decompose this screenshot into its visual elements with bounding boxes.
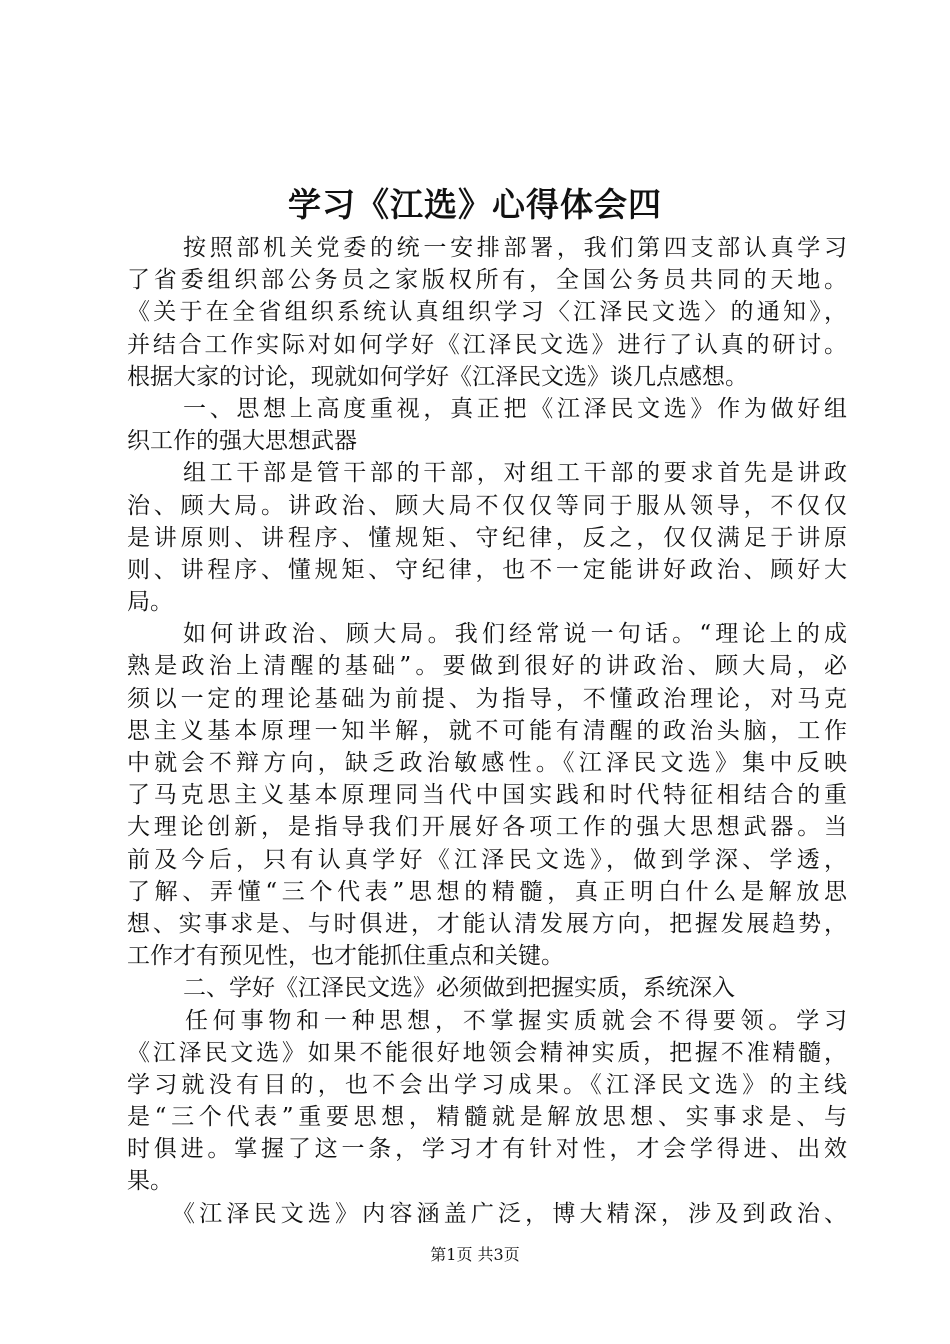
paragraph-line: 局。 bbox=[127, 589, 173, 616]
section-heading-line: 一、思想上高度重视，真正把《江泽民文选》作为做好组 bbox=[183, 395, 847, 422]
paragraph-line: 熟是政治上清醒的基础”。要做到很好的讲政治、顾大局，必 bbox=[127, 653, 847, 680]
paragraph-line: 治、顾大局。讲政治、顾大局不仅仅等同于服从领导，不仅仅 bbox=[127, 492, 847, 519]
paragraph-line: 了省委组织部公务员之家版权所有，全国公务员共同的天地。 bbox=[127, 267, 847, 294]
paragraph-line: 《江泽民文选》如果不能很好地领会精神实质，把握不准精髓， bbox=[127, 1039, 847, 1066]
paragraph-line: 是讲原则、讲程序、懂规矩、守纪律，反之，仅仅满足于讲原 bbox=[127, 524, 847, 551]
document-title: 学习《江选》心得体会四 bbox=[288, 185, 662, 224]
paragraph-line: 想、实事求是、与时俱进，才能认清发展方向，把握发展趋势， bbox=[127, 910, 847, 937]
paragraph-line: 了马克思主义基本原理同当代中国实践和时代特征相结合的重 bbox=[127, 782, 847, 809]
paragraph-line: 中就会不辩方向，缺乏政治敏感性。《江泽民文选》集中反映 bbox=[127, 750, 847, 776]
paragraph-line: 学习就没有目的，也不会出学习成果。《江泽民文选》的主线 bbox=[127, 1071, 847, 1098]
paragraph-line: 果。 bbox=[127, 1168, 173, 1195]
paragraph-line: 《关于在全省组织系统认真组织学习〈江泽民文选〉的通知》， bbox=[127, 299, 847, 326]
paragraph-line: 工作才有预见性，也才能抓住重点和关键。 bbox=[127, 943, 564, 970]
page-footer: 第1页 共3页 bbox=[430, 1245, 520, 1264]
section-heading-line: 二、学好《江泽民文选》必须做到把握实质，系统深入 bbox=[183, 975, 735, 1002]
paragraph-line: 如何讲政治、顾大局。我们经常说一句话。“理论上的成 bbox=[183, 621, 847, 648]
document-body bbox=[127, 232, 847, 1230]
paragraph-line: 根据大家的讨论，现就如何学好《江泽民文选》谈几点感想。 bbox=[127, 363, 748, 390]
paragraph-line: 大理论创新，是指导我们开展好各项工作的强大思想武器。当 bbox=[127, 814, 847, 841]
paragraph-line: 时俱进。掌握了这一条，学习才有针对性，才会学得进、出效 bbox=[127, 1136, 847, 1163]
paragraph-line: 是“三个代表”重要思想，精髓就是解放思想、实事求是、与 bbox=[127, 1104, 847, 1131]
paragraph-line: 了解、弄懂“三个代表”思想的精髓，真正明白什么是解放思 bbox=[127, 878, 847, 905]
paragraph-line: 须以一定的理论基础为前提、为指导，不懂政治理论，对马克 bbox=[127, 685, 847, 712]
section-heading-line: 织工作的强大思想武器 bbox=[127, 428, 357, 455]
paragraph-line: 按照部机关党委的统一安排部署，我们第四支部认真学习 bbox=[183, 235, 847, 261]
paragraph-line: 组工干部是管干部的干部，对组工干部的要求首先是讲政 bbox=[183, 460, 847, 487]
paragraph-line: 《江泽民文选》内容涵盖广泛，博大精深，涉及到政治、 bbox=[172, 1200, 847, 1227]
paragraph-line: 任何事物和一种思想，不掌握实质就会不得要领。学习 bbox=[185, 1007, 847, 1034]
paragraph-line: 前及今后，只有认真学好《江泽民文选》，做到学深、学透， bbox=[127, 846, 847, 873]
paragraph-line: 思主义基本原理一知半解，就不可能有清醒的政治头脑，工作 bbox=[127, 717, 847, 744]
paragraph-line: 并结合工作实际对如何学好《江泽民文选》进行了认真的研讨。 bbox=[127, 331, 847, 358]
paragraph-line: 则、讲程序、懂规矩、守纪律，也不一定能讲好政治、顾好大 bbox=[127, 556, 847, 583]
